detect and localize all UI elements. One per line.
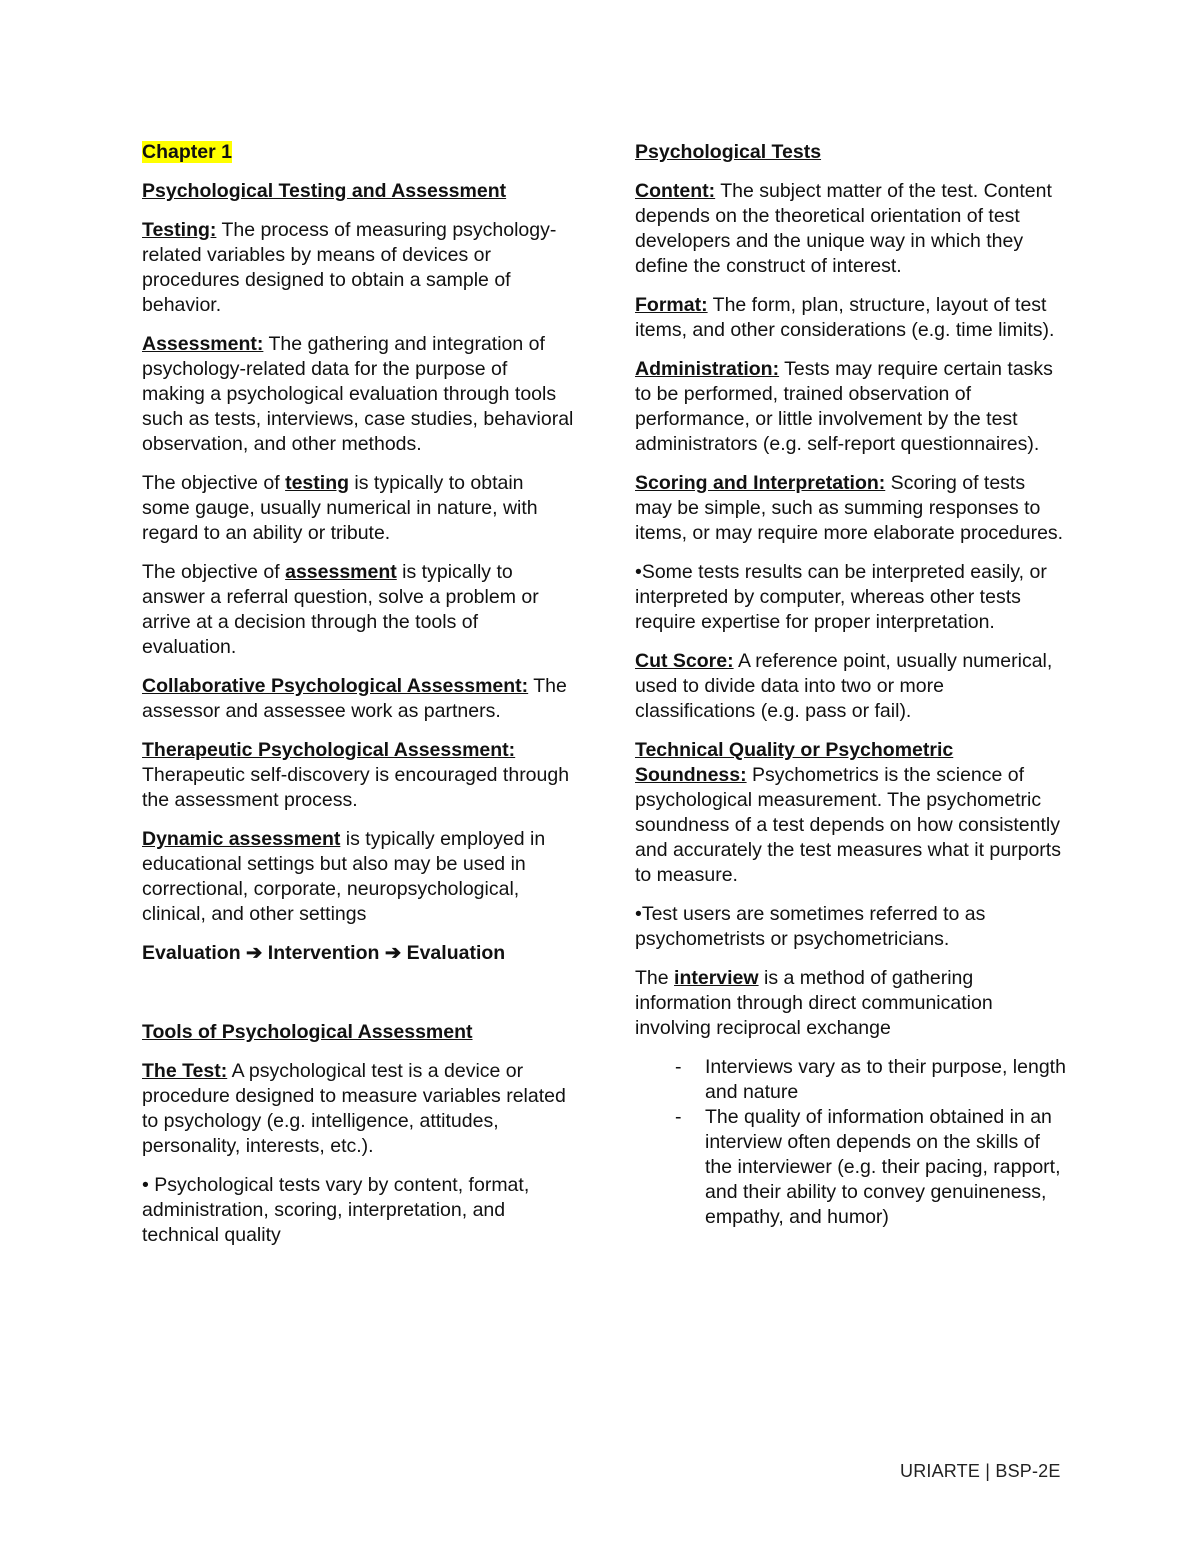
term-administration: Administration: xyxy=(635,358,780,380)
bullet-test-users: •Test users are sometimes referred to as psychometrists or psychometricians. xyxy=(635,903,986,950)
list-item: - Interviews vary as to their purpose, length and nature xyxy=(635,1055,1067,1105)
def-testing: The process of measuring psychology-related variables by means of devices or procedures designed to obtain a sample of behavior. xyxy=(142,219,557,316)
term-format: Format: xyxy=(635,294,708,316)
chapter-heading: Chapter 1 xyxy=(142,141,232,163)
term-the-test: The Test: xyxy=(142,1060,228,1082)
cut-score-definition: Cut Score: A reference point, usually numerical, used to divide data into two or more classifications (e.g. pass or fail). xyxy=(635,650,1053,722)
therapeutic-definition: Therapeutic Psychological Assessment: Therapeutic self-discovery is encouraged through the assessment process. xyxy=(142,739,570,811)
term-assessment-inline: assessment xyxy=(285,561,397,583)
term-technical-quality: Technical Quality or Psychometric Soundness: xyxy=(635,739,954,786)
term-therapeutic: Therapeutic Psychological Assessment: xyxy=(142,739,516,761)
term-dynamic: Dynamic assessment xyxy=(142,828,341,850)
interview-definition: The interview is a method of gathering information through direct communication involving reciprocal exchange xyxy=(635,967,993,1039)
def-assessment: The gathering and integration of psychology-related data for the purpose of making a psychological evaluation through tools such as tests, interviews, case studies, behavioral observation, and other methods. xyxy=(142,333,574,455)
administration-definition: Administration: Tests may require certain tasks to be performed, trained observation of performance, or little involvement by the test administrators (e.g. self-report questionnaires). xyxy=(635,358,1053,455)
page-footer: URIARTE | BSP-2E xyxy=(900,1461,1061,1481)
assessment-objective: The objective of assessment is typically to answer a referral question, solve a problem or arrive at a decision through the tools of evaluation. xyxy=(142,561,539,658)
list-item: - The quality of information obtained in an interview often depends on the skills of the interviewer (e.g. their pacing, rapport, and their ability to convey genuineness, empathy, and humor) xyxy=(635,1105,1067,1230)
term-cut-score: Cut Score: xyxy=(635,650,734,672)
term-content: Content: xyxy=(635,180,716,202)
format-definition: Format: The form, plan, structure, layout of test items, and other considerations (e.g. time limits). xyxy=(635,294,1055,341)
test-definition: The Test: A psychological test is a device or procedure designed to measure variables related to psychology (e.g. intelligence, attitudes, personality, interests, etc.). xyxy=(142,1060,566,1157)
dynamic-definition: Dynamic assessment is typically employed in educational settings but also may be used in correctional, corporate, neuropsychological, clinical, and other settings xyxy=(142,828,546,925)
right-column xyxy=(635,140,1067,1230)
section-title-testing-assessment: Psychological Testing and Assessment xyxy=(142,180,507,202)
assessment-definition xyxy=(142,332,574,457)
collaborative-definition: Collaborative Psychological Assessment: The assessor and assessee work as partners. xyxy=(142,675,567,722)
right-arrow-icon: ➔ xyxy=(384,942,402,964)
term-testing-inline: testing xyxy=(285,472,350,494)
term-testing: Testing: xyxy=(142,219,217,241)
testing-objective: The objective of testing is typically to obtain some gauge, usually numerical in nature, with regard to an ability or tribute. xyxy=(142,472,538,544)
term-collaborative: Collaborative Psychological Assessment: xyxy=(142,675,529,697)
term-assessment: Assessment: xyxy=(142,333,264,355)
bullet-interpretation: •Some tests results can be interpreted easily, or interpreted by computer, whereas other tests require expertise for proper interpretation. xyxy=(635,561,1047,633)
section-title-psych-tests: Psychological Tests xyxy=(635,141,822,163)
interview-points-list xyxy=(635,1055,1067,1230)
left-column xyxy=(142,140,574,1262)
bullet-tests-vary: • Psychological tests vary by content, format, administration, scoring, interpretation, and technical quality xyxy=(142,1174,530,1246)
scoring-definition: Scoring and Interpretation: Scoring of tests may be simple, such as summing responses to items, or may require more elaborate procedures. xyxy=(635,472,1064,544)
section-title-tools: Tools of Psychological Assessment xyxy=(142,1021,473,1043)
right-arrow-icon: ➔ xyxy=(246,942,263,964)
evaluation-flow: Evaluation ➔ Intervention ➔ Evaluation xyxy=(142,942,506,964)
content-definition: Content: The subject matter of the test. Content depends on the theoretical orientation of test developers and the unique way in which they define the construct of interest. xyxy=(635,180,1052,277)
testing-definition xyxy=(142,218,574,318)
term-interview: interview xyxy=(674,967,759,989)
technical-quality-definition: Technical Quality or Psychometric Soundness: Psychometrics is the science of psychological measurement. The psychometric soundness of a test depends on how consistently and accurately the test measures what it purports to measure. xyxy=(635,739,1061,886)
term-scoring: Scoring and Interpretation: xyxy=(635,472,886,494)
